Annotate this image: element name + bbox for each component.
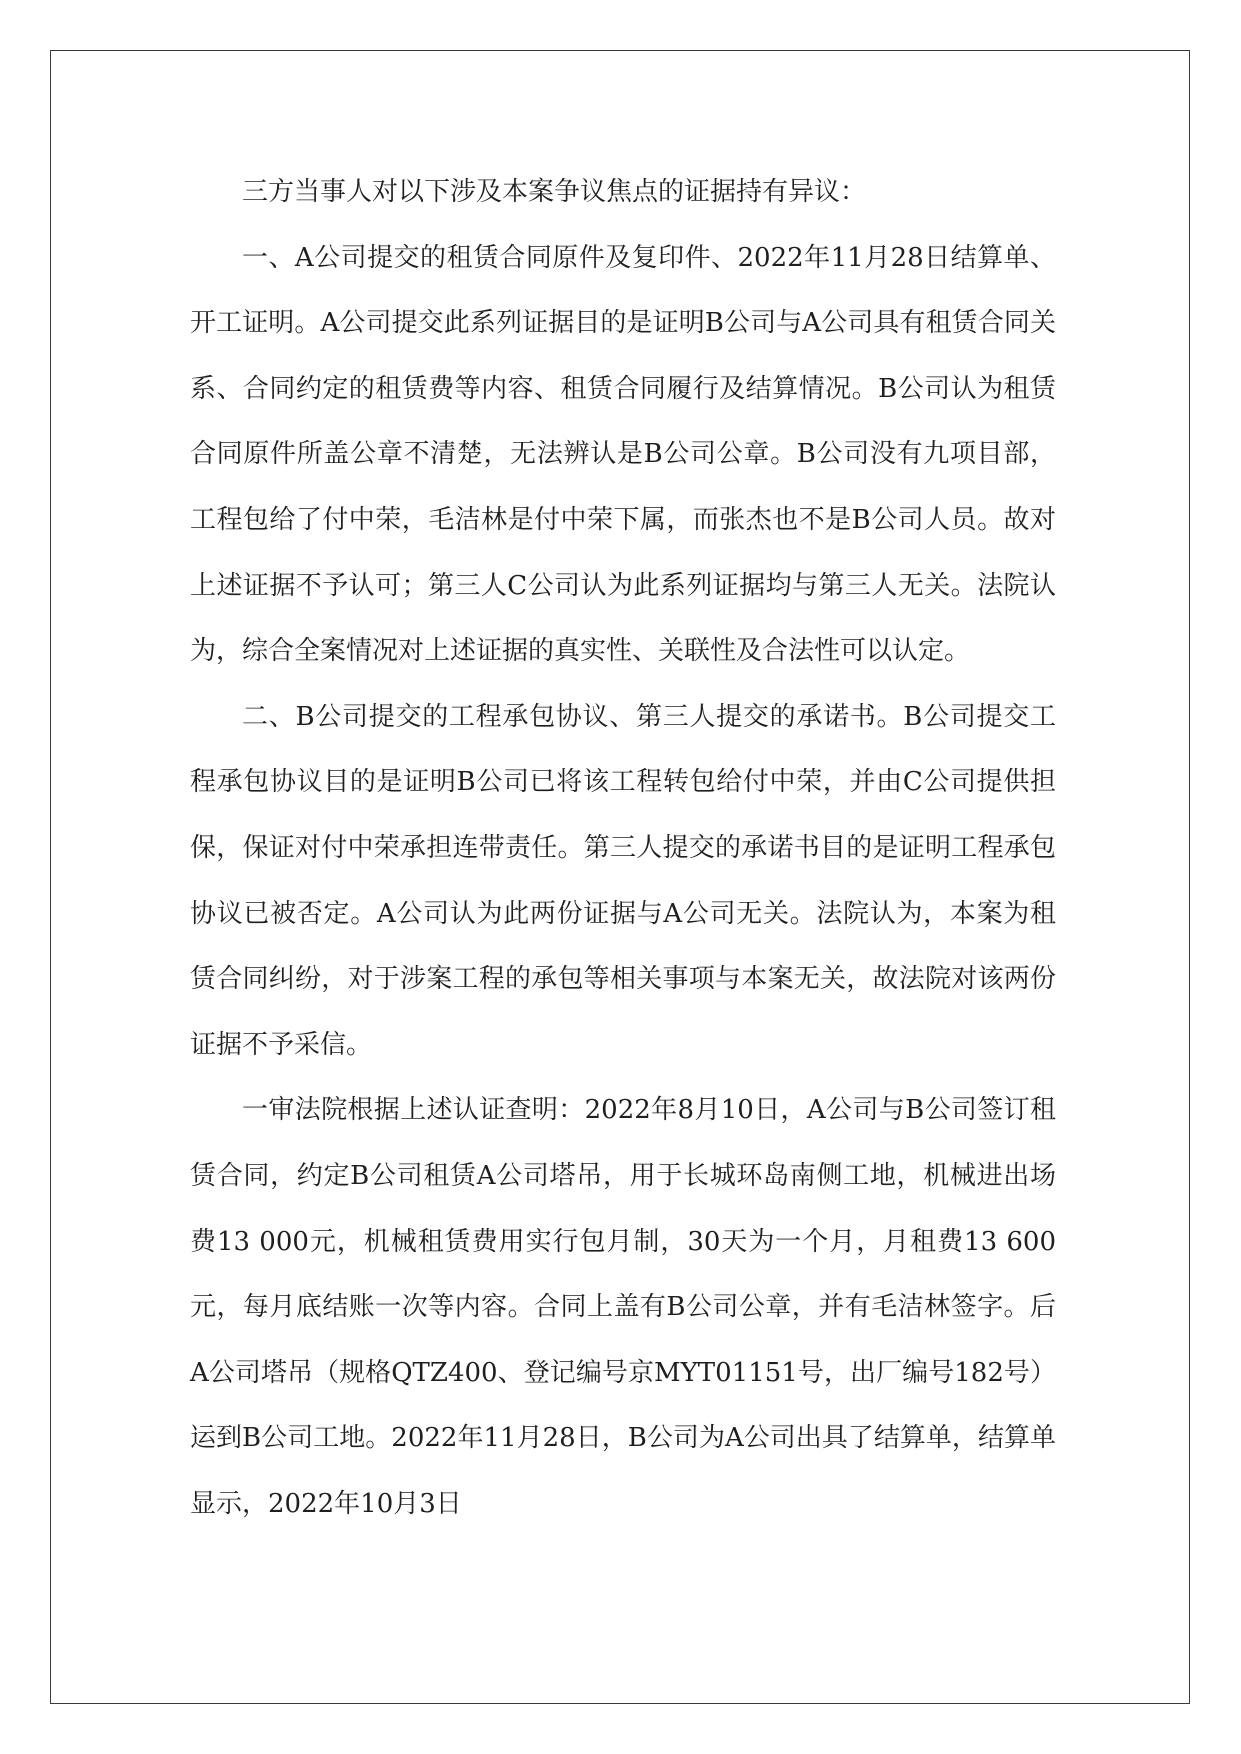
paragraph-evidence-two: 二、B公司提交的工程承包协议、第三人提交的承诺书。B公司提交工程承包协议目的是证明B公司已将该工程转包给付中荣，并由C公司提供担保，保证对付中荣承担连带责任。第三人提交的承诺书目的是证明工程承包协议已被否定。A公司认为此两份证据与A公司无关。法院认为，本案为租赁合同纠纷，对于涉案工程的承包等相关事项与本案无关，故法院对该两份证据不予采信。 bbox=[190, 701, 1056, 1060]
document-body bbox=[190, 160, 1056, 1537]
paragraph-evidence-one: 一、A公司提交的租赁合同原件及复印件、2022年11月28日结算单、开工证明。A公司提交此系列证据目的是证明B公司与A公司具有租赁合同关系、合同约定的租赁费等内容、租赁合同履行及结算情况。B公司认为租赁合同原件所盖公章不清楚，无法辨认是B公司公章。B公司没有九项目部，工程包给了付中荣，毛洁林是付中荣下属，而张杰也不是B公司人员。故对上述证据不予认可；第三人C公司认为此系列证据均与第三人无关。法院认为，综合全案情况对上述证据的真实性、关联性及合法性可以认定。 bbox=[190, 242, 1056, 667]
paragraph-intro: 三方当事人对以下涉及本案争议焦点的证据持有异议： bbox=[242, 177, 867, 207]
paragraph-findings: 一审法院根据上述认证查明：2022年8月10日，A公司与B公司签订租赁合同，约定B公司租赁A公司塔吊，用于长城环岛南侧工地，机械进出场费13 000元，机械租赁费用实行包月制，30天为一个月，月租费13 600元，每月底结账一次等内容。合同上盖有B公司公章，并有毛洁林签字。后A公司塔吊（规格QTZ400、登记编号京MYT01151号，出厂编号182号）运到B公司工地。2022年11月28日，B公司为A公司出具了结算单，结算单显示，2022年10月3日 bbox=[190, 1095, 1056, 1519]
